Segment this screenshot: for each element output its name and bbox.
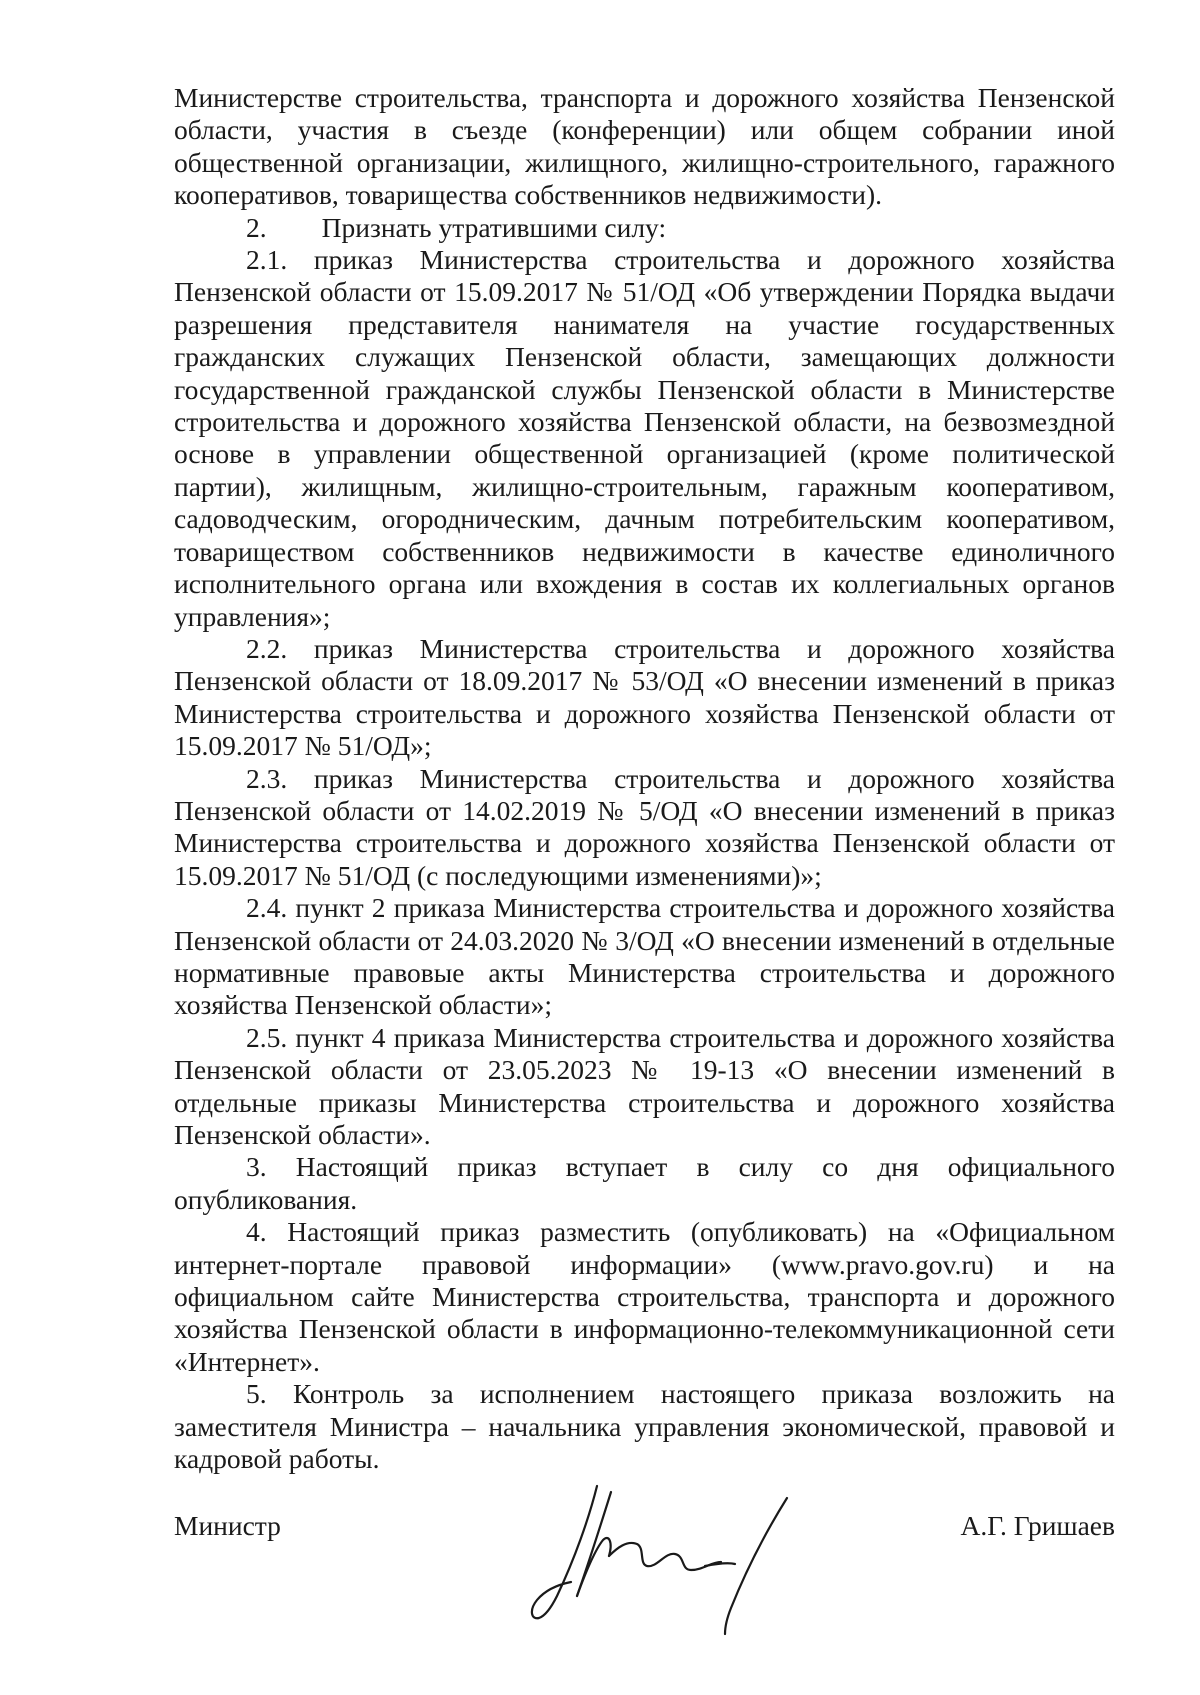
paragraph-item-3: 3. Настоящий приказ вступает в силу со дня официального опубликования. xyxy=(174,1151,1115,1215)
paragraph-item-2-1: 2.1. приказ Министерства строительства и дорожного хозяйства Пензенской области от 15.09.2017 № 51/ОД «Об утверждении Порядка выдачи разрешения представителя нанимателя на участие государственных гражданских служащих Пензенской области, замещающих должности государственной гражданской службы Пензенской области в Министерстве строительства и дорожного хозяйства Пензенской области, на безвозмездной основе в управлении общественной организацией (кроме политической партии), жилищным, жилищно-строительным, гаражным кооперативом, садоводческим, огородническим, дачным потребительским кооперативом, товариществом собственников недвижимости в качестве единоличного исполнительного органа или вхождения в состав их коллегиальных органов управления»; xyxy=(174,244,1115,632)
handwritten-signature xyxy=(505,1478,805,1638)
paragraph-item-2: 2. Признать утратившими силу: xyxy=(246,211,667,243)
signatory-role: Министр xyxy=(174,1510,281,1541)
paragraph-item-2-2: 2.2. приказ Министерства строительства и дорожного хозяйства Пензенской области от 18.09.2017 № 53/ОД «О внесении изменений в приказ Министерства строительства и дорожного хозяйства Пензенской области от 15.09.2017 № 51/ОД»; xyxy=(174,632,1115,762)
paragraph-item-2-3: 2.3. приказ Министерства строительства и дорожного хозяйства Пензенской области от 14.02.2019 № 5/ОД «О внесении изменений в приказ Министерства строительства и дорожного хозяйства Пензенской области от 15.09.2017 № 51/ОД (с последующими изменениями)»; xyxy=(174,762,1115,891)
document-body xyxy=(174,82,1115,1475)
signatory-name: А.Г. Гришаев xyxy=(960,1510,1115,1541)
paragraph-item-2-4: 2.4. пункт 2 приказа Министерства строительства и дорожного хозяйства Пензенской области от 24.03.2020 № 3/ОД «О внесении изменений в отдельные нормативные правовые акты Министерства строительства и дорожного хозяйства Пензенской области»; xyxy=(174,892,1115,1021)
paragraph-continuation: Министерстве строительства, транспорта и дорожного хозяйства Пензенской области, участия в съезде (конференции) или общем собрании иной общественной организации, жилищного, жилищно-строительного, гаражного кооперативов, товарищества собственников недвижимости). xyxy=(174,82,1115,211)
paragraph-item-2-5: 2.5. пункт 4 приказа Министерства строительства и дорожного хозяйства Пензенской области от 23.05.2023 № 19-13 «О внесении изменений в отдельные приказы Министерства строительства и дорожного хозяйства Пензенской области». xyxy=(174,1021,1115,1150)
paragraph-item-4: 4. Настоящий приказ разместить (опубликовать) на «Официальном интернет-портале правовой информации» (www.pravo.gov.ru) и на официальном сайте Министерства строительства, транспорта и дорожного хозяйства Пензенской области в информационно-телекоммуникационной сети «Интернет». xyxy=(174,1216,1115,1377)
paragraph-item-5: 5. Контроль за исполнением настоящего приказа возложить на заместителя Министра – начальника управления экономической, правовой и кадровой работы. xyxy=(174,1378,1115,1475)
